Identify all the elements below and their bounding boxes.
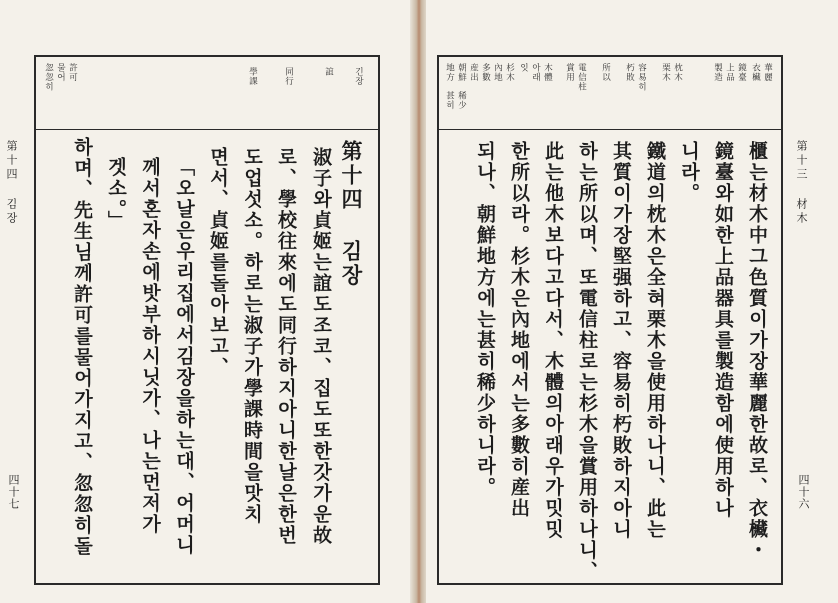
body-column: 其質이가장堅强하고、容易히朽敗하지아니 xyxy=(610,141,632,540)
gloss: 容易히 xyxy=(636,63,647,92)
gloss: 忽忽히 xyxy=(43,63,54,92)
gloss: 上品 xyxy=(724,63,735,82)
body-column: 鏡臺와如한上品器具를製造함에使用하나 xyxy=(712,141,734,519)
body-column: 「오날은우리집에서김장을하는대、어머니 xyxy=(173,157,195,556)
gloss: 朽敗 xyxy=(624,63,635,82)
body-column: 면서、貞姬를돌아보고、 xyxy=(207,147,229,378)
gloss: 産出 xyxy=(468,63,479,82)
body-column: 도업섯소。하로는淑子가學課時間을맛치 xyxy=(241,147,263,525)
body-column: 니라。 xyxy=(678,141,700,204)
gloss: 賞用 xyxy=(564,63,575,82)
right-page-number: 四十六 xyxy=(797,474,810,510)
gloss: 電信柱 xyxy=(576,63,587,92)
body-column: 淑子와貞姬는誼도조코、집도또한갓가운故 xyxy=(310,147,332,546)
body-column: 鐵道의枕木은全혀栗木을使用하나니、此는 xyxy=(644,141,666,540)
body-column: 하며、先生님께許可를물어가지고、忽忽히돌 xyxy=(71,137,93,557)
body-column: 此는他木보다고다서、木體의아래우가밋밋 xyxy=(542,141,564,540)
gloss: 木體 xyxy=(542,63,553,82)
gloss: 衣欌 xyxy=(750,63,761,82)
gloss: 물어 xyxy=(55,63,66,82)
gloss: 甚히 xyxy=(444,91,455,110)
gloss: 誼 xyxy=(323,67,334,77)
body-column: 하는所以며、또電信柱로는杉木을賞用하나니、 xyxy=(576,141,598,582)
gloss: 아래 xyxy=(530,63,541,82)
gloss: 鏡臺 xyxy=(736,63,747,82)
gloss: 栗木 xyxy=(660,63,671,82)
gloss: 朝鮮 xyxy=(456,63,467,82)
gloss: 華麗 xyxy=(762,63,773,82)
right-running-header: 第十三 材木 xyxy=(795,140,808,226)
body-column: 로、學校往來에도同行하지아니한날은한번 xyxy=(275,147,297,546)
left-page xyxy=(0,0,418,603)
gloss-divider xyxy=(36,129,378,130)
gloss: 同行 xyxy=(283,67,294,86)
left-text-frame xyxy=(34,55,380,585)
gloss: 許可 xyxy=(67,63,78,82)
gloss-divider xyxy=(439,129,781,130)
gloss: 製造 xyxy=(712,63,723,82)
gloss: 學課 xyxy=(247,67,258,86)
body-column: 겟소。」 xyxy=(105,157,127,232)
gloss: 긴장 xyxy=(353,67,364,86)
right-text-frame xyxy=(437,55,783,585)
gloss: 杉木 xyxy=(504,63,515,82)
left-running-header: 第十四 김장 xyxy=(5,140,18,226)
gloss: 內地 xyxy=(492,63,503,82)
gloss: 所以 xyxy=(600,63,611,82)
gloss: 枕木 xyxy=(672,63,683,82)
gloss: 잇 xyxy=(518,63,529,73)
gloss: 多數 xyxy=(480,63,491,82)
left-page-number: 四十七 xyxy=(7,474,20,510)
gloss: 地方 xyxy=(444,63,455,82)
body-column: 櫃는材木中그色質이가장華麗한故로、衣欌・ xyxy=(746,141,768,561)
body-column: 한所以라。杉木은內地에서는多數히産出 xyxy=(508,141,530,519)
body-column: 께서혼자손에밧부하시닛가、나는먼저가 xyxy=(139,157,161,535)
gloss: 稀少 xyxy=(456,91,467,110)
lesson-title: 第十四 김장 xyxy=(339,140,364,288)
body-column: 되나、朝鮮地方에는甚히稀少하니라。 xyxy=(474,141,496,498)
